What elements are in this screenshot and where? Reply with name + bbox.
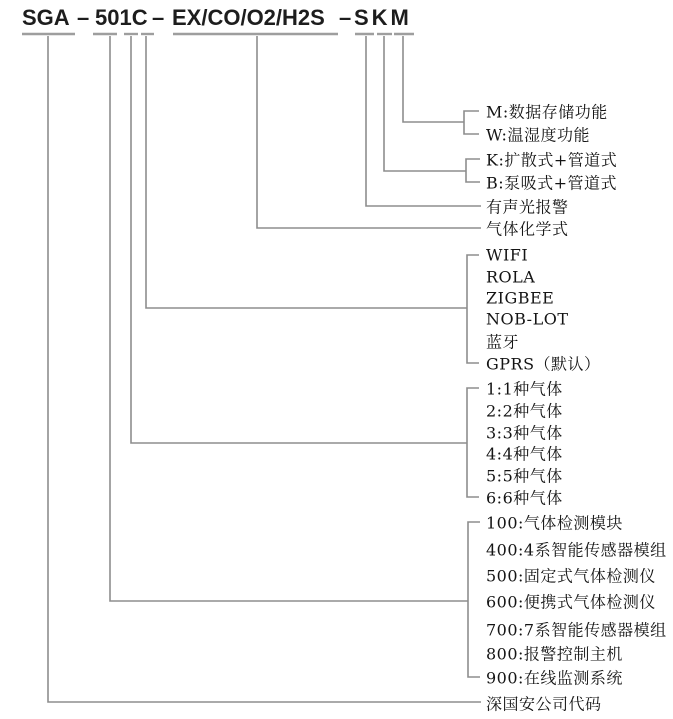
bracket-gas-count <box>467 388 479 497</box>
label-comm-noblot: NOB-LOT <box>486 309 569 329</box>
label-comm-rola: ROLA <box>486 267 536 287</box>
bracket-communication <box>467 255 479 363</box>
label-comm-gprs: GPRS（默认） <box>486 354 601 374</box>
bracket-storage <box>464 111 479 134</box>
drop-line-product-type <box>110 36 468 601</box>
label-comm-bluetooth: 蓝牙 <box>486 332 520 352</box>
label-gas-6: 6:6种气体 <box>486 488 563 508</box>
label-product-900: 900:在线监测系统 <box>486 668 623 688</box>
bracket-sampling <box>466 159 480 182</box>
title-separator-3: – <box>339 5 352 30</box>
drop-line-gas-count <box>131 36 467 443</box>
label-chemical: 气体化学式 <box>486 219 569 239</box>
bracket-product-type <box>468 522 480 677</box>
label-storage-m: M:数据存储功能 <box>486 102 608 122</box>
label-comm-wifi: WIFI <box>486 245 529 265</box>
label-product-400: 400:4系智能传感器模组 <box>486 540 667 560</box>
label-gas-4: 4:4种气体 <box>486 444 563 464</box>
title-series-code: 501C <box>95 5 148 30</box>
title-suffix-code: SKM <box>354 5 412 30</box>
label-sampling-b: B:泵吸式+管道式 <box>486 173 618 193</box>
label-product-600: 600:便携式气体检测仪 <box>486 592 656 612</box>
label-gas-5: 5:5种气体 <box>486 466 563 486</box>
label-storage-w: W:温湿度功能 <box>486 125 590 145</box>
title-gas-formulas: EX/CO/O2/H2S <box>172 5 325 30</box>
label-alarm: 有声光报警 <box>486 197 569 217</box>
title-separator-2: – <box>152 5 165 30</box>
label-product-100: 100:气体检测模块 <box>486 513 623 533</box>
drop-line-company <box>48 36 481 702</box>
drop-line-storage <box>403 36 464 122</box>
drop-line-chemical <box>257 36 481 228</box>
title-separator-1: – <box>77 5 90 30</box>
label-comm-zigbee: ZIGBEE <box>486 288 555 308</box>
drop-line-sampling <box>384 36 466 171</box>
title-company-code: SGA <box>22 5 70 30</box>
label-gas-3: 3:3种气体 <box>486 423 563 443</box>
label-product-700: 700:7系智能传感器模组 <box>486 620 667 640</box>
label-sampling-k: K:扩散式+管道式 <box>486 150 618 170</box>
drop-line-communication <box>146 36 467 308</box>
label-gas-1: 1:1种气体 <box>486 379 563 399</box>
label-product-500: 500:固定式气体检测仪 <box>486 566 656 586</box>
label-company: 深国安公司代码 <box>486 694 602 714</box>
label-gas-2: 2:2种气体 <box>486 401 563 421</box>
label-product-800: 800:报警控制主机 <box>486 644 623 664</box>
